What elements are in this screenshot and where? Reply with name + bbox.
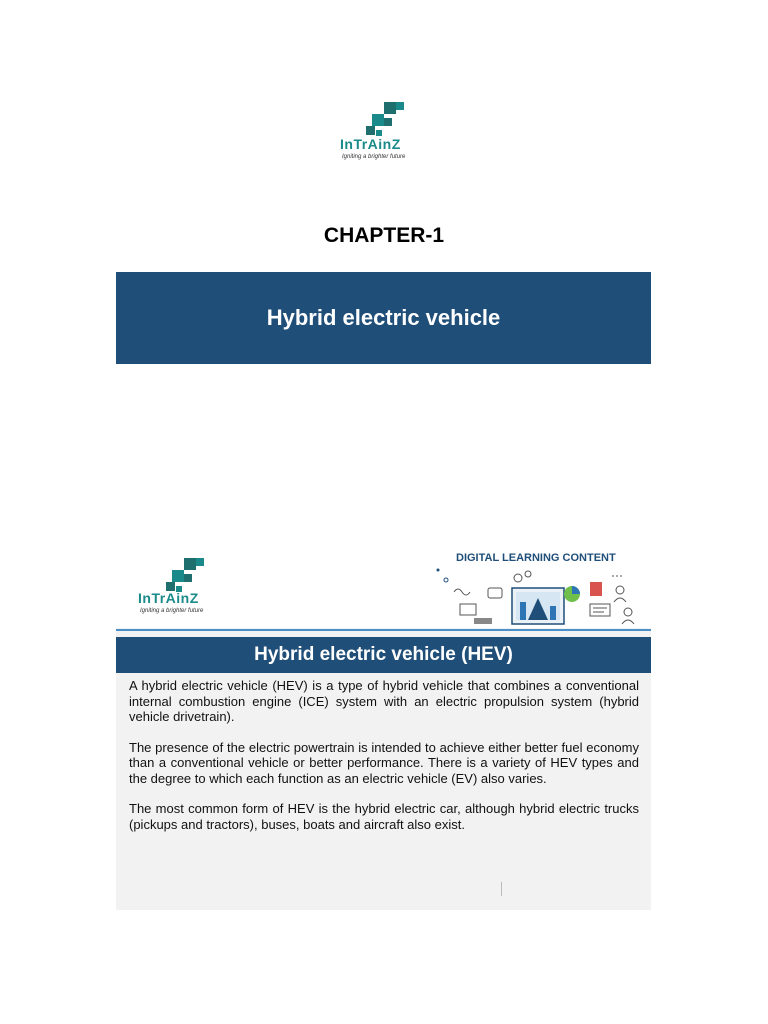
- slide-header-divider: [116, 629, 651, 631]
- slide-image: [116, 546, 651, 910]
- digital-learning-illustration-icon: [432, 566, 644, 628]
- text-caret: [501, 882, 502, 896]
- slide-intrainz-logo: [134, 556, 234, 620]
- document-title-banner: [116, 272, 651, 364]
- slide-logo-wordmark: InTrAinZ: [138, 590, 199, 606]
- slide-title-banner: [116, 637, 651, 673]
- logo-wordmark: InTrAinZ: [340, 136, 401, 152]
- intrainz-logo: [336, 100, 436, 166]
- slide-header: [116, 546, 651, 628]
- slide-body-text: [129, 678, 639, 847]
- logo-tagline: Igniting a brighter future: [342, 154, 406, 160]
- slide-title: Hybrid electric vehicle (HEV): [254, 644, 513, 665]
- paragraph: The presence of the electric powertrain is intended to achieve either better fuel economy than a conventional vehicle or better performance. There is a variety of HEV types and the degree to which each function as an electric vehicle (EV) also varies.: [129, 739, 639, 786]
- paragraph: A hybrid electric vehicle (HEV) is a type of hybrid vehicle that combines a conventional internal combustion engine (ICE) system with an electric propulsion system (hybrid vehicle drivetrain).: [129, 678, 639, 724]
- document-title: Hybrid electric vehicle: [266, 305, 501, 330]
- chapter-heading: CHAPTER-1: [323, 224, 445, 247]
- digital-learning-label: DIGITAL LEARNING CONTENT: [456, 552, 616, 564]
- slide-logo-tagline: Igniting a brighter future: [140, 608, 204, 614]
- paragraph: The most common form of HEV is the hybrid electric car, although hybrid electric trucks (pickups and tractors), buses, boats and aircraft also exist.: [129, 801, 639, 832]
